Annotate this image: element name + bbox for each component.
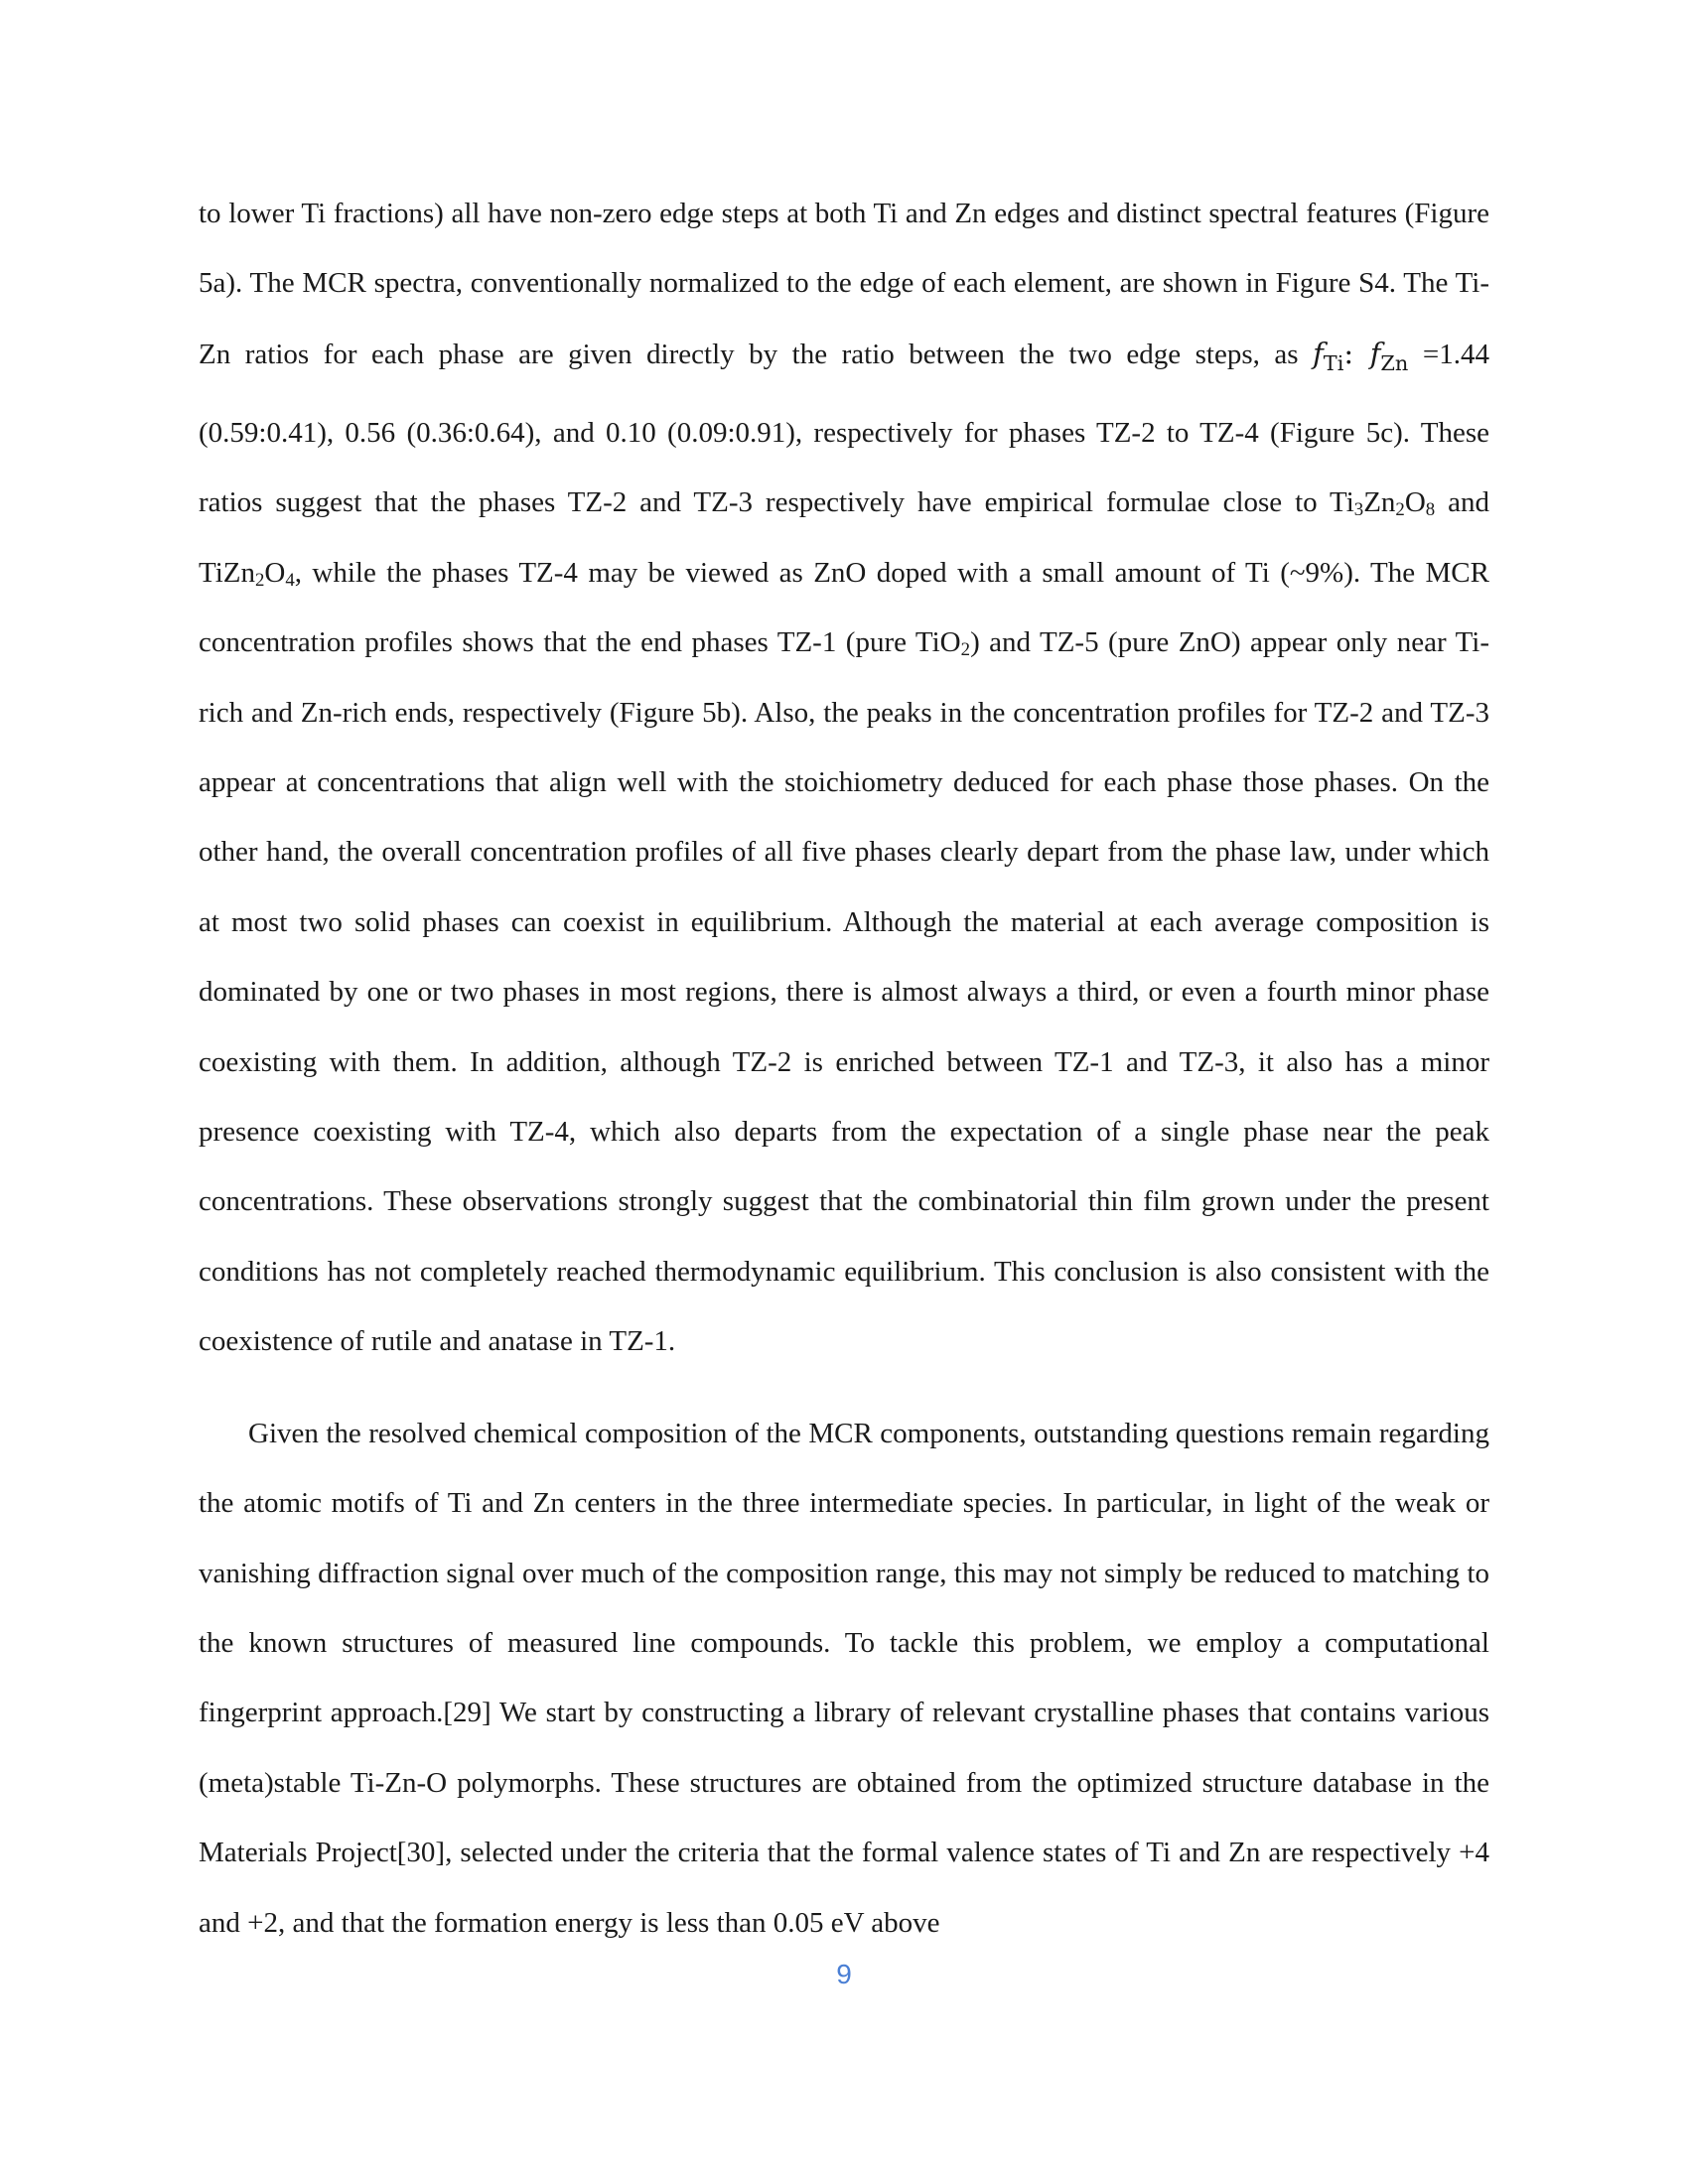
math-sub-zn: Zn <box>1380 350 1409 375</box>
page-number: 9 <box>836 1959 852 1989</box>
subscript-2: 2 <box>254 569 265 591</box>
paragraph-1-text-c: Zn <box>1363 486 1396 519</box>
paragraph-1-text-d: O <box>1404 486 1426 519</box>
math-colon: : <box>1343 336 1354 370</box>
math-f-1: f <box>1313 336 1324 370</box>
page-body <box>199 179 1489 1958</box>
math-f-2: f <box>1369 336 1381 370</box>
subscript-4: 4 <box>285 569 295 591</box>
body-paragraph-2: Given the resolved chemical composition of the MCR components, outstanding questions remain regarding the atomic motifs of Ti and Zn centers in the three intermediate species. In particular, in light of the weak or vanishing diffraction signal over much of the composition range, this may not simply be reduced to matching to the known structures of measured line compounds. To tackle this problem, we employ a computational fingerprint approach.[29] We start by constructing a library of relevant crystalline phases that contains various (meta)stable Ti-Zn-O polymorphs. These structures are obtained from the optimized structure database in the Materials Project[30], selected under the criteria that the formal valence states of Ti and Zn are respectively +4 and +2, and that the formation energy is less than 0.05 eV above <box>199 1417 1489 1939</box>
paragraph-1-text-a: to lower Ti fractions) all have non-zero edge steps at both Ti and Zn edges and distinct spectral features (Figure 5a). The MCR spectra, conventionally normalized to the edge of each element, are shown in Figure S4. The Ti-Zn ratios for each phase are given directly by the ratio between the two edge steps, as <box>199 198 1489 370</box>
paragraph-1-text-e: and TiZn <box>199 486 1489 589</box>
paragraph-1-text-g: , while the phases TZ-4 may be viewed as ZnO doped with a small amount of Ti (~9%). The MCR concentration profiles shows that the end phases TZ-1 (pure TiO <box>199 556 1489 659</box>
body-paragraph-1 <box>199 179 1489 1377</box>
subscript-2: 2 <box>1395 499 1405 521</box>
paragraph-1-text-h: ) and TZ-5 (pure ZnO) appear only near Ti-rich and Zn-rich ends, respectively (Figure 5b). Also, the peaks in the concentration profiles for TZ-2 and TZ-3 appear at concentrations that align well with the stoichiometry deduced for each phase those phases. On the other hand, the overall concentration profiles of all five phases clearly depart from the phase law, under which at most two solid phases can coexist in equilibrium. Although the material at each average composition is dominated by one or two phases in most regions, there is almost always a third, or even a fourth minor phase coexisting with them. In addition, although TZ-2 is enriched between TZ-1 and TZ-3, it also has a minor presence coexisting with TZ-4, which also departs from the expectation of a single phase near the peak concentrations. These observations strongly suggest that the combinatorial thin film grown under the present conditions has not completely reached thermodynamic equilibrium. This conclusion is also consistent with the coexistence of rutile and anatase in TZ-1. <box>199 626 1489 1358</box>
subscript-2: 2 <box>960 639 971 661</box>
paragraph-1-text-f: O <box>264 556 286 589</box>
subscript-3: 3 <box>1353 499 1364 521</box>
math-sub-ti: Ti <box>1323 350 1344 375</box>
paragraph-1-text-b: =1.44 (0.59:0.41), 0.56 (0.36:0.64), and 0.10 (0.09:0.91), respectively for phases TZ-2 to TZ-4 (Figure 5c). These ratios suggest that the phases TZ-2 and TZ-3 respectively have empirical formulae close to Ti <box>199 338 1489 519</box>
subscript-8: 8 <box>1425 499 1436 521</box>
math-ratio-f-ti-f-zn <box>1313 336 1409 375</box>
